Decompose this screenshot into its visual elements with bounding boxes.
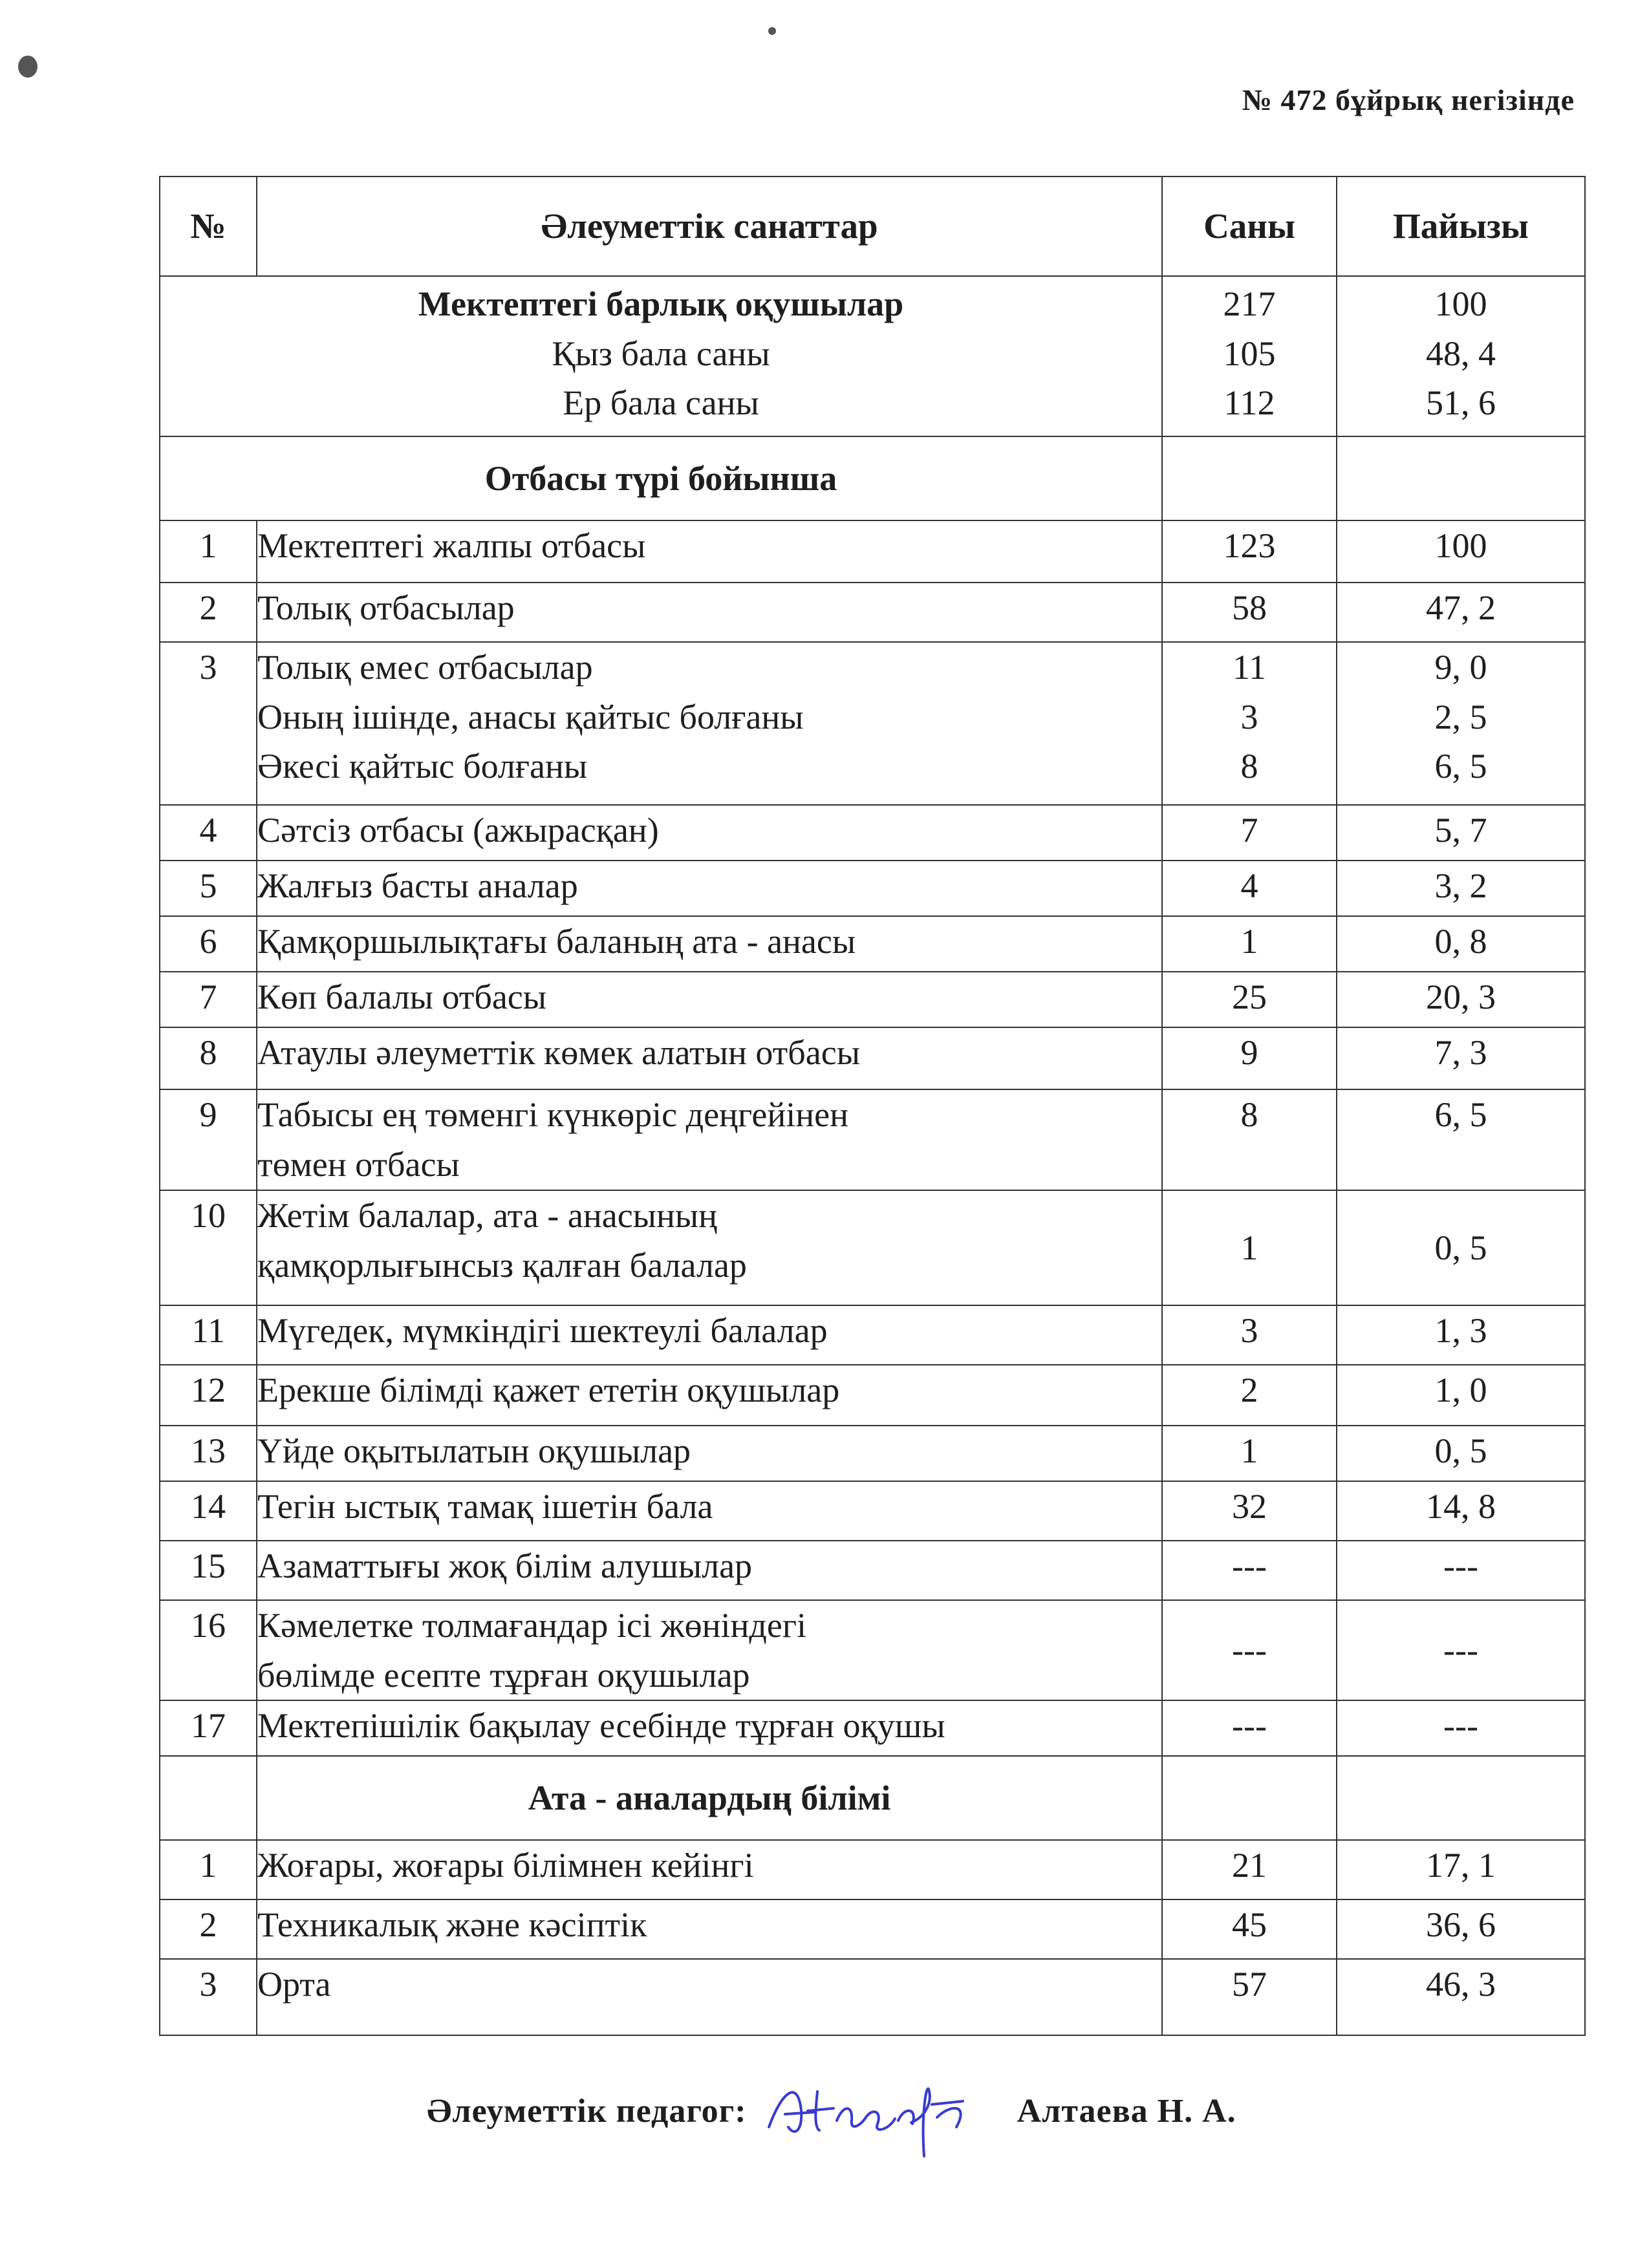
header-number: №	[160, 177, 257, 276]
row-percent-cell	[1337, 1426, 1585, 1481]
row-count: 11	[1233, 648, 1266, 687]
row-percent: ---	[1443, 1631, 1478, 1670]
row-category-cell	[257, 1481, 1162, 1541]
row-count: ---	[1232, 1631, 1267, 1670]
section-empty-cell	[1337, 436, 1585, 520]
row-category: Ерекше білімді қажет ететін оқушылар	[257, 1371, 840, 1409]
row-category: Атаулы әлеуметтік көмек алатын отбасы	[257, 1033, 860, 1072]
signature-block	[427, 2066, 1591, 2163]
row-count-cell	[1162, 1027, 1337, 1089]
row-count: 7	[1240, 811, 1258, 850]
boys-count-label: Ер бала саны	[563, 383, 759, 423]
total-count-cell	[1162, 276, 1337, 436]
row-number-cell: 4	[160, 805, 257, 861]
row-category-cell	[257, 1840, 1162, 1899]
row-count-cell	[1162, 1541, 1337, 1600]
total-percent: 100	[1434, 284, 1487, 323]
row-count: 1	[1240, 1228, 1258, 1267]
row-percent-cell	[1337, 1305, 1585, 1365]
row-category: Орта	[257, 1965, 331, 2004]
total-category-cell	[160, 276, 1162, 436]
table-row	[160, 583, 1585, 642]
row-percent: 9, 0	[1434, 648, 1487, 687]
row-percent-cell	[1337, 805, 1585, 861]
row-number-cell: 2	[160, 583, 257, 642]
row-count-cell	[1162, 1481, 1337, 1541]
table-row	[160, 1959, 1585, 2035]
total-students-label: Мектептегі барлық оқушылар	[418, 284, 904, 323]
row-category: Сәтсіз отбасы (ажырасқан)	[257, 811, 659, 850]
row-count-cell	[1162, 520, 1337, 583]
section-empty-cell	[1162, 1756, 1337, 1840]
row-number-cell: 16	[160, 1600, 257, 1700]
total-percent-cell	[1337, 276, 1585, 436]
signer-name: Алтаева Н. А.	[1017, 2092, 1236, 2130]
header-category: Әлеуметтік санаттар	[257, 177, 1162, 276]
table-row	[160, 805, 1585, 861]
scan-speck	[18, 56, 38, 78]
table-row	[160, 1600, 1585, 1700]
social-categories-table	[159, 176, 1586, 2036]
row-count-cell	[1162, 972, 1337, 1027]
row-percent: 100	[1434, 526, 1487, 565]
row-category: Толық отбасылар	[257, 588, 515, 627]
total-students-row	[160, 276, 1585, 436]
row-percent: 6, 5	[1434, 1095, 1487, 1134]
row-count: 3	[1240, 697, 1258, 736]
table-row	[160, 972, 1585, 1027]
row-category-cell	[257, 1700, 1162, 1756]
row-category: Техникалық және кәсіптік	[257, 1905, 647, 1945]
row-number-cell: 5	[160, 861, 257, 916]
row-category: қамқорлығынсыз қалған балалар	[257, 1245, 747, 1285]
row-count-cell	[1162, 805, 1337, 861]
row-percent-cell	[1337, 642, 1585, 805]
table-row	[160, 1027, 1585, 1089]
row-percent-cell	[1337, 972, 1585, 1027]
row-percent-cell	[1337, 1959, 1585, 2035]
row-category: Жалғыз басты аналар	[257, 866, 578, 905]
row-category: Кәмелетке толмағандар ісі жөніндегі	[257, 1606, 807, 1645]
girls-count-label: Қыз бала саны	[552, 334, 770, 373]
row-category: Көп балалы отбасы	[257, 978, 547, 1016]
section-row-parent-education	[160, 1756, 1585, 1840]
row-category-cell	[257, 805, 1162, 861]
table-row	[160, 1481, 1585, 1541]
row-number-cell: 2	[160, 1899, 257, 1959]
row-count-cell	[1162, 642, 1337, 805]
row-number-cell: 15	[160, 1541, 257, 1600]
row-category: Азаматтығы жоқ білім алушылар	[257, 1546, 753, 1585]
boys-count: 112	[1223, 383, 1275, 423]
row-category-cell	[257, 916, 1162, 972]
table-row	[160, 861, 1585, 916]
row-category-cell	[257, 1305, 1162, 1365]
row-category: төмен отбасы	[257, 1144, 460, 1184]
row-percent: 17, 1	[1426, 1846, 1496, 1885]
row-category: Оның ішінде, анасы қайтыс болғаны	[257, 697, 804, 736]
section-empty-cell	[1337, 1756, 1585, 1840]
girls-percent: 48, 4	[1426, 334, 1496, 373]
row-number-cell: 1	[160, 1840, 257, 1899]
row-percent: ---	[1443, 1706, 1478, 1746]
row-number-cell: 17	[160, 1700, 257, 1756]
row-count-cell	[1162, 1700, 1337, 1756]
row-percent: 36, 6	[1426, 1905, 1496, 1945]
row-category: Мүгедек, мүмкіндігі шектеулі балалар	[257, 1311, 828, 1350]
row-percent-cell	[1337, 1600, 1585, 1700]
section-empty-cell	[1162, 436, 1337, 520]
row-count-cell	[1162, 1600, 1337, 1700]
row-count-cell	[1162, 1305, 1337, 1365]
row-percent: 3, 2	[1434, 866, 1487, 905]
row-category: Әкесі қайтыс болғаны	[257, 747, 588, 786]
row-count: ---	[1232, 1706, 1267, 1746]
table-row	[160, 1840, 1585, 1899]
row-count: 9	[1240, 1033, 1258, 1072]
row-count: 58	[1232, 588, 1267, 627]
row-category: Тегін ыстық тамақ ішетін бала	[257, 1487, 713, 1526]
row-percent-cell	[1337, 1840, 1585, 1899]
row-percent: 2, 5	[1434, 697, 1487, 736]
row-count: 123	[1223, 526, 1276, 565]
girls-count: 105	[1223, 334, 1276, 373]
row-count: 45	[1232, 1905, 1267, 1945]
row-count-cell	[1162, 1089, 1337, 1190]
row-category-cell	[257, 1959, 1162, 2035]
row-category-cell	[257, 583, 1162, 642]
row-count: 57	[1232, 1965, 1267, 2004]
table-body	[160, 276, 1585, 2035]
row-number-cell: 8	[160, 1027, 257, 1089]
total-count: 217	[1223, 284, 1276, 323]
row-category: Үйде оқытылатын оқушылар	[257, 1431, 691, 1470]
row-count-cell	[1162, 1840, 1337, 1899]
row-percent: 14, 8	[1426, 1487, 1496, 1526]
row-category-cell	[257, 861, 1162, 916]
row-category-cell	[257, 1089, 1162, 1190]
row-percent-cell	[1337, 1190, 1585, 1305]
row-count: 25	[1232, 978, 1267, 1016]
section-row-family-type	[160, 436, 1585, 520]
row-percent: 6, 5	[1434, 747, 1487, 786]
row-count-cell	[1162, 916, 1337, 972]
row-percent: 1, 0	[1434, 1371, 1487, 1409]
table-row	[160, 916, 1585, 972]
table-row	[160, 1305, 1585, 1365]
row-percent: 5, 7	[1434, 811, 1487, 850]
row-number-cell: 1	[160, 520, 257, 583]
row-category-cell	[257, 1027, 1162, 1089]
handwritten-signature	[762, 2066, 1002, 2163]
header-percent: Пайызы	[1337, 177, 1585, 276]
row-count-cell	[1162, 861, 1337, 916]
row-number-cell: 11	[160, 1305, 257, 1365]
row-category-cell	[257, 972, 1162, 1027]
row-percent-cell	[1337, 520, 1585, 583]
row-count: 32	[1232, 1487, 1267, 1526]
row-category-cell	[257, 1190, 1162, 1305]
row-percent-cell	[1337, 583, 1585, 642]
header-count: Саны	[1162, 177, 1337, 276]
row-count: 2	[1240, 1371, 1258, 1409]
row-percent: 7, 3	[1434, 1033, 1487, 1072]
row-category: Табысы ең төменгі күнкөріс деңгейінен	[257, 1095, 849, 1134]
section-title-family-type: Отбасы түрі бойынша	[160, 436, 1162, 520]
row-number-cell: 10	[160, 1190, 257, 1305]
row-percent-cell	[1337, 1089, 1585, 1190]
table-row	[160, 1541, 1585, 1600]
section-empty-cell	[160, 1756, 257, 1840]
row-percent-cell	[1337, 1027, 1585, 1089]
row-count: 4	[1240, 866, 1258, 905]
table-row	[160, 1365, 1585, 1426]
table-row	[160, 1899, 1585, 1959]
table-row	[160, 1089, 1585, 1190]
row-percent: 1, 3	[1434, 1311, 1487, 1350]
table-row	[160, 520, 1585, 583]
row-percent-cell	[1337, 1481, 1585, 1541]
row-percent: 46, 3	[1426, 1965, 1496, 2004]
row-count-cell	[1162, 1426, 1337, 1481]
row-count: 8	[1240, 1095, 1258, 1134]
table-row	[160, 1190, 1585, 1305]
row-category-cell	[257, 1426, 1162, 1481]
row-count-cell	[1162, 1959, 1337, 2035]
boys-percent: 51, 6	[1426, 383, 1496, 423]
row-count: 8	[1240, 747, 1258, 786]
row-category: бөлімде есепте тұрған оқушылар	[257, 1655, 750, 1695]
row-percent-cell	[1337, 861, 1585, 916]
row-number-cell: 6	[160, 916, 257, 972]
row-percent: 0, 5	[1434, 1431, 1487, 1470]
row-category: Мектепішілік бақылау есебінде тұрған оқушы	[257, 1706, 945, 1746]
row-count-cell	[1162, 583, 1337, 642]
row-category-cell	[257, 1899, 1162, 1959]
row-category: Жоғары, жоғары білімнен кейінгі	[257, 1846, 754, 1885]
row-category-cell	[257, 642, 1162, 805]
row-number-cell: 13	[160, 1426, 257, 1481]
row-percent-cell	[1337, 1365, 1585, 1426]
row-category: Қамқоршылықтағы баланың ата - анасы	[257, 922, 856, 961]
row-count: 1	[1240, 1431, 1258, 1470]
row-percent: ---	[1443, 1546, 1478, 1585]
row-count-cell	[1162, 1365, 1337, 1426]
scan-speck	[768, 27, 776, 35]
table-row	[160, 642, 1585, 805]
row-percent-cell	[1337, 1700, 1585, 1756]
row-count: 3	[1240, 1311, 1258, 1350]
row-number-cell: 14	[160, 1481, 257, 1541]
row-number-cell: 9	[160, 1089, 257, 1190]
role-label: Әлеуметтік педагог:	[427, 2092, 747, 2130]
row-count-cell	[1162, 1190, 1337, 1305]
row-category-cell	[257, 1541, 1162, 1600]
row-percent: 0, 5	[1434, 1228, 1487, 1267]
row-category-cell	[257, 1600, 1162, 1700]
row-number-cell: 12	[160, 1365, 257, 1426]
row-percent-cell	[1337, 916, 1585, 972]
row-category: Жетім балалар, ата - анасының	[257, 1196, 718, 1235]
order-reference: № 472 бұйрық негізінде	[1242, 83, 1575, 116]
table-row	[160, 1426, 1585, 1481]
table-header-row	[160, 177, 1585, 276]
row-percent-cell	[1337, 1541, 1585, 1600]
row-count: 1	[1240, 922, 1258, 961]
row-number-cell: 3	[160, 642, 257, 805]
row-category: Толық емес отбасылар	[257, 648, 593, 687]
row-percent-cell	[1337, 1899, 1585, 1959]
row-percent: 0, 8	[1434, 922, 1487, 961]
row-count: ---	[1232, 1546, 1267, 1585]
table-row	[160, 1700, 1585, 1756]
row-percent: 47, 2	[1426, 588, 1496, 627]
row-category-cell	[257, 520, 1162, 583]
row-percent: 20, 3	[1426, 978, 1496, 1016]
row-category: Мектептегі жалпы отбасы	[257, 526, 646, 565]
row-number-cell: 7	[160, 972, 257, 1027]
section-title-parent-education: Ата - аналардың білімі	[257, 1756, 1162, 1840]
row-count-cell	[1162, 1899, 1337, 1959]
row-category-cell	[257, 1365, 1162, 1426]
row-count: 21	[1232, 1846, 1267, 1885]
row-number-cell: 3	[160, 1959, 257, 2035]
